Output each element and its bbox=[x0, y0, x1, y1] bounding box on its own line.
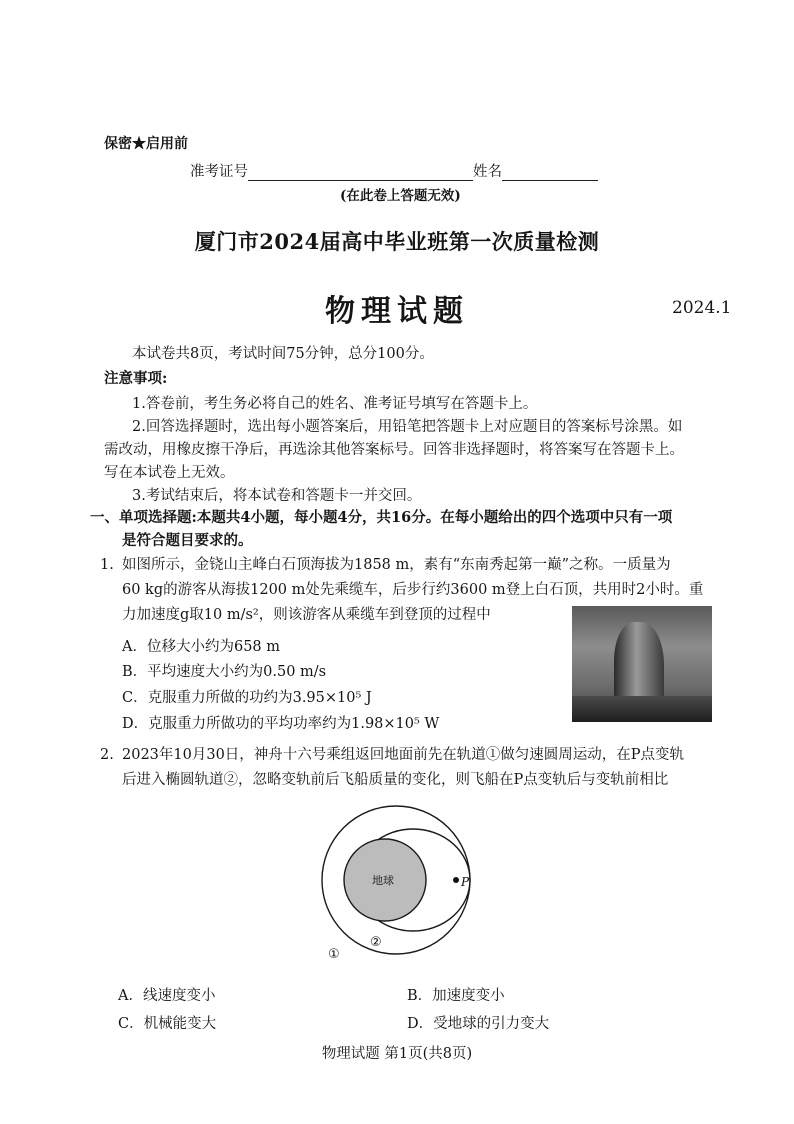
name-label: 姓名 bbox=[473, 164, 502, 180]
page-footer: 物理试题 第1页(共8页) bbox=[321, 1046, 473, 1062]
q1-stem-line-1: 如图所示，金铙山主峰白石顶海拔为1858 m，素有“东南秀起第一巅”之称。一质量为 bbox=[122, 557, 671, 573]
exam-id-label: 准考证号 bbox=[190, 164, 248, 180]
exam-date: 2024.1 bbox=[672, 298, 732, 318]
q1-option-a: A．位移大小约为658 m bbox=[122, 639, 281, 655]
q2-option-d: D．受地球的引力变大 bbox=[407, 1016, 550, 1032]
q2-stem-line-2: 后进入椭圆轨道②，忽略变轨前后飞船质量的变化，则飞船在P点变轨后与变轨前相比 bbox=[122, 772, 669, 788]
name-blank bbox=[502, 164, 598, 181]
exam-id-blank bbox=[248, 164, 473, 181]
q1-number: 1. bbox=[100, 557, 114, 573]
earth-label: 地球 bbox=[372, 874, 394, 887]
mountain-photo bbox=[572, 606, 712, 722]
note-1: 1.答卷前，考生务必将自己的姓名、准考证号填写在答题卡上。 bbox=[132, 396, 538, 412]
section-1-heading-cont: 是符合题目要求的。 bbox=[122, 532, 253, 549]
note-2-line-3: 写在本试卷上无效。 bbox=[104, 465, 235, 481]
invalid-note: (在此卷上答题无效) bbox=[340, 188, 461, 204]
orbit-diagram bbox=[310, 800, 480, 970]
exam-title: 厦门市2024届高中毕业班第一次质量检测 bbox=[194, 229, 600, 254]
note-3: 3.考试结束后，将本试卷和答题卡一并交回。 bbox=[132, 488, 422, 504]
intro-text: 本试卷共8页，考试时间75分钟，总分100分。 bbox=[132, 346, 434, 362]
q2-number: 2. bbox=[100, 747, 114, 763]
point-p-dot bbox=[453, 877, 459, 883]
q1-stem-line-2: 60 kg的游客从海拔1200 m处先乘缆车，后步行约3600 m登上白石顶，共用时2小时。重 bbox=[122, 582, 704, 598]
q2-option-c: C．机械能变大 bbox=[118, 1016, 217, 1032]
section-1-heading: 一、单项选择题:本题共4小题，每小题4分，共16分。在每小题给出的四个选项中只有一项 bbox=[90, 509, 673, 526]
q1-option-c: C．克服重力所做的功约为3.95×10⁵ J bbox=[122, 690, 372, 706]
q1-option-d: D．克服重力所做功的平均功率约为1.98×10⁵ W bbox=[122, 716, 440, 732]
ground-shape bbox=[572, 696, 712, 722]
notes-heading: 注意事项: bbox=[104, 370, 168, 387]
q1-option-b: B．平均速度大小约为0.50 m/s bbox=[122, 664, 327, 680]
point-p-label: P bbox=[461, 875, 470, 889]
candidate-info-line bbox=[190, 160, 598, 181]
q1-stem-line-3: 力加速度g取10 m/s²，则该游客从乘缆车到登顶的过程中 bbox=[122, 607, 491, 623]
note-2-line-1: 2.回答选择题时，选出每小题答案后，用铅笔把答题卡上对应题目的答案标号涂黑。如 bbox=[132, 419, 683, 435]
q2-option-b: B．加速度变小 bbox=[407, 988, 505, 1004]
subject-title: 物理试题 bbox=[325, 294, 469, 329]
orbit-1-label: ① bbox=[328, 947, 340, 962]
note-2-line-2: 需改动，用橡皮擦干净后，再选涂其他答案标号。回答非选择题时，将答案写在答题卡上。 bbox=[104, 442, 684, 458]
orbit-2-label: ② bbox=[370, 935, 382, 950]
confidential-label: 保密★启用前 bbox=[104, 136, 188, 152]
q2-stem-line-1: 2023年10月30日，神舟十六号乘组返回地面前先在轨道①做匀速圆周运动，在P点变轨 bbox=[122, 747, 685, 763]
q2-option-a: A．线速度变小 bbox=[118, 988, 216, 1004]
